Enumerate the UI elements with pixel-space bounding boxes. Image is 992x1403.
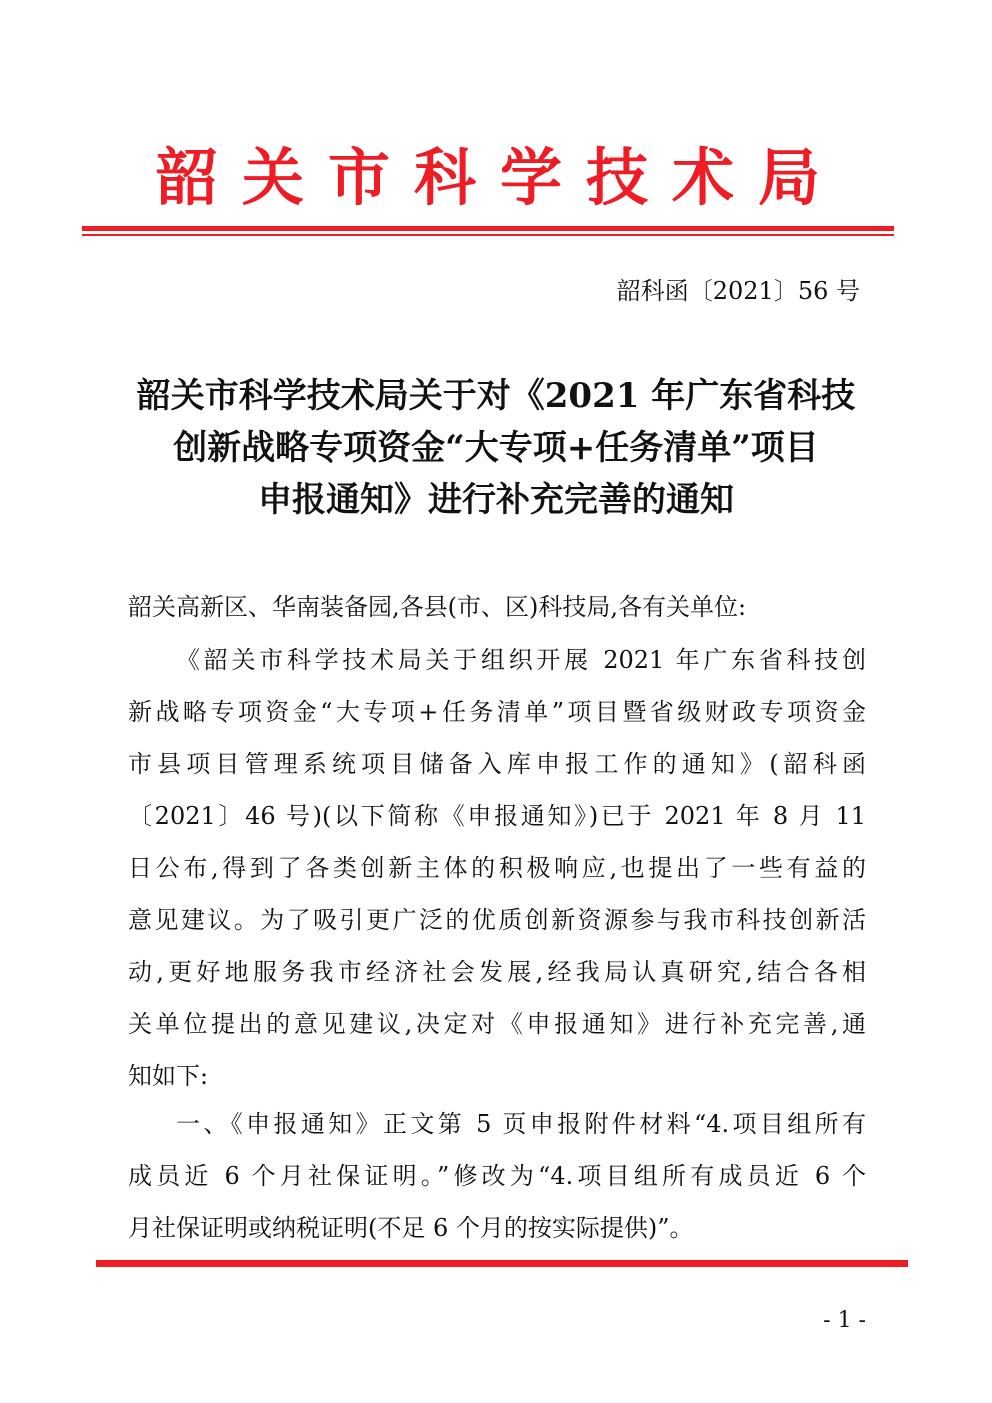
paragraph-line: 动,更好地服务我市经济社会发展,经我局认真研究,结合各相 xyxy=(128,958,866,986)
paragraph-line: 市县项目管理系统项目储备入库申报工作的通知》(韶科函 xyxy=(128,750,866,778)
paragraph-line: 日公布,得到了各类创新主体的积极响应,也提出了一些有益的 xyxy=(128,854,866,882)
document-title xyxy=(120,370,872,526)
header-red-rule-thick xyxy=(82,226,894,231)
organization-header: 韶关市科学技术局 xyxy=(155,141,844,214)
paragraph-line: 新战略专项资金“大专项+任务清单”项目暨省级财政专项资金 xyxy=(128,698,866,726)
body-paragraph-1 xyxy=(128,634,866,1102)
title-line: 申报通知》进行补充完善的通知 xyxy=(258,480,734,520)
body-paragraph-2 xyxy=(128,1098,866,1254)
paragraph-line: 知如下: xyxy=(128,1062,209,1090)
paragraph-line: 关单位提出的意见建议,决定对《申报通知》进行补充完善,通 xyxy=(128,1010,866,1038)
title-line: 创新战略专项资金“大专项+任务清单”项目 xyxy=(173,428,819,468)
paragraph-line: 一、《申报通知》正文第 5 页申报附件材料“4.项目组所有 xyxy=(176,1110,866,1138)
title-line: 韶关市科学技术局关于对《2021 年广东省科技 xyxy=(136,376,856,416)
paragraph-line: 意见建议。为了吸引更广泛的优质创新资源参与我市科技创新活 xyxy=(128,906,866,934)
paragraph-line: 《韶关市科学技术局关于组织开展 2021 年广东省科技创 xyxy=(176,646,866,674)
salutation: 韶关高新区、华南装备园,各县(市、区)科技局,各有关单位: xyxy=(128,593,747,621)
document-number: 韶科函〔2021〕56 号 xyxy=(616,277,860,305)
paragraph-line: 〔2021〕46 号)(以下简称《申报通知》)已于 2021 年 8 月 11 xyxy=(128,802,866,830)
header-red-rule-thin xyxy=(82,234,894,236)
paragraph-line: 成员近 6 个月社保证明。”修改为“4.项目组所有成员近 6 个 xyxy=(128,1162,866,1190)
footer-red-rule xyxy=(96,1260,908,1267)
paragraph-line: 月社保证明或纳税证明(不足 6 个月的按实际提供)”。 xyxy=(128,1214,694,1242)
page-number: - 1 - xyxy=(823,1308,866,1333)
